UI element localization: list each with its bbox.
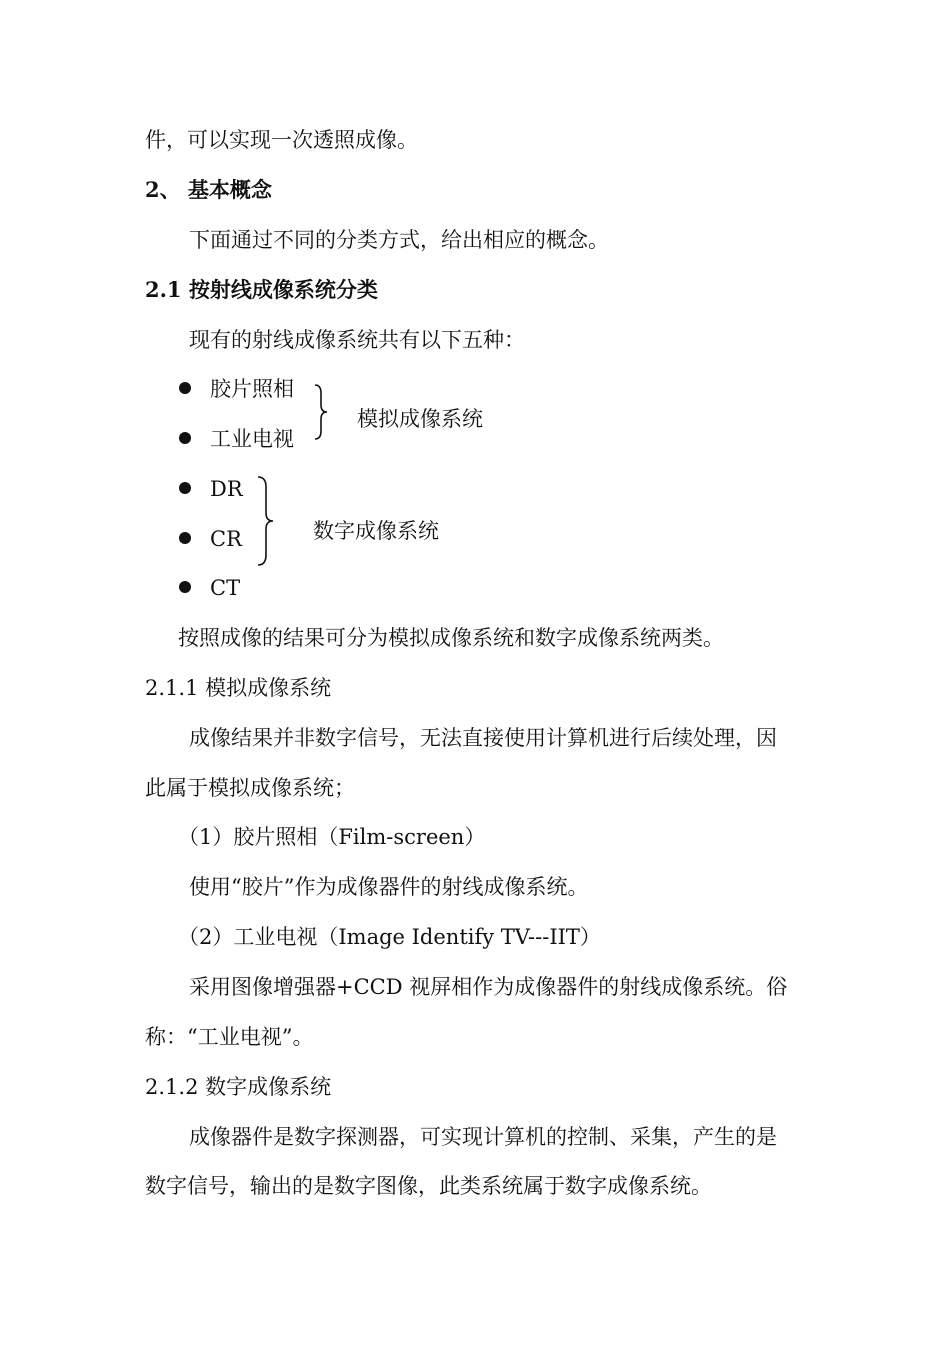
- analog-description-line2: 此属于模拟成像系统；: [145, 776, 355, 800]
- section-heading-2-1-2: 2.1.2 数字成像系统: [145, 1075, 332, 1099]
- right-brace-digital-icon: [256, 475, 278, 567]
- bullet-label: 工业电视: [210, 427, 294, 451]
- continuation-text: 件，可以实现一次透照成像。: [145, 128, 418, 152]
- bullet-label: CR: [210, 527, 242, 551]
- list-intro: 现有的射线成像系统共有以下五种：: [189, 328, 525, 352]
- item2-description-line1: 采用图像增强器+CCD 视屏相作为成像器件的射线成像系统。俗: [189, 975, 788, 999]
- item2-title: （2）工业电视（Image Identify TV---IIT）: [178, 925, 601, 949]
- bullet-label: CT: [210, 576, 241, 600]
- bullet-dot-icon: [179, 432, 191, 444]
- bullet-label: DR: [210, 477, 243, 501]
- item1-title: （1）胶片照相（Film-screen）: [178, 825, 486, 849]
- item1-description: 使用“胶片”作为成像器件的射线成像系统。: [189, 875, 589, 899]
- summary-paragraph: 按照成像的结果可分为模拟成像系统和数字成像系统两类。: [178, 626, 724, 650]
- section-heading-2-1-1: 2.1.1 模拟成像系统: [145, 676, 332, 700]
- section-heading-2: 2、 基本概念: [145, 177, 272, 202]
- bullet-dot-icon: [179, 382, 191, 394]
- bullet-dot-icon: [179, 532, 191, 544]
- section-heading-2-1: 2.1 按射线成像系统分类: [145, 277, 378, 302]
- bullet-label: 胶片照相: [210, 377, 294, 401]
- analog-group-label: 模拟成像系统: [357, 407, 483, 431]
- item2-description-line2: 称：“工业电视”。: [145, 1025, 314, 1049]
- right-brace-analog-icon: [313, 383, 333, 441]
- bullet-dot-icon: [179, 581, 191, 593]
- intro-paragraph: 下面通过不同的分类方式，给出相应的概念。: [189, 228, 609, 252]
- digital-description-line1: 成像器件是数字探测器，可实现计算机的控制、采集，产生的是: [189, 1125, 777, 1149]
- bullet-dot-icon: [179, 482, 191, 494]
- digital-group-label: 数字成像系统: [313, 519, 439, 543]
- analog-description-line1: 成像结果并非数字信号，无法直接使用计算机进行后续处理，因: [189, 726, 777, 750]
- digital-description-line2: 数字信号，输出的是数字图像，此类系统属于数字成像系统。: [145, 1174, 712, 1198]
